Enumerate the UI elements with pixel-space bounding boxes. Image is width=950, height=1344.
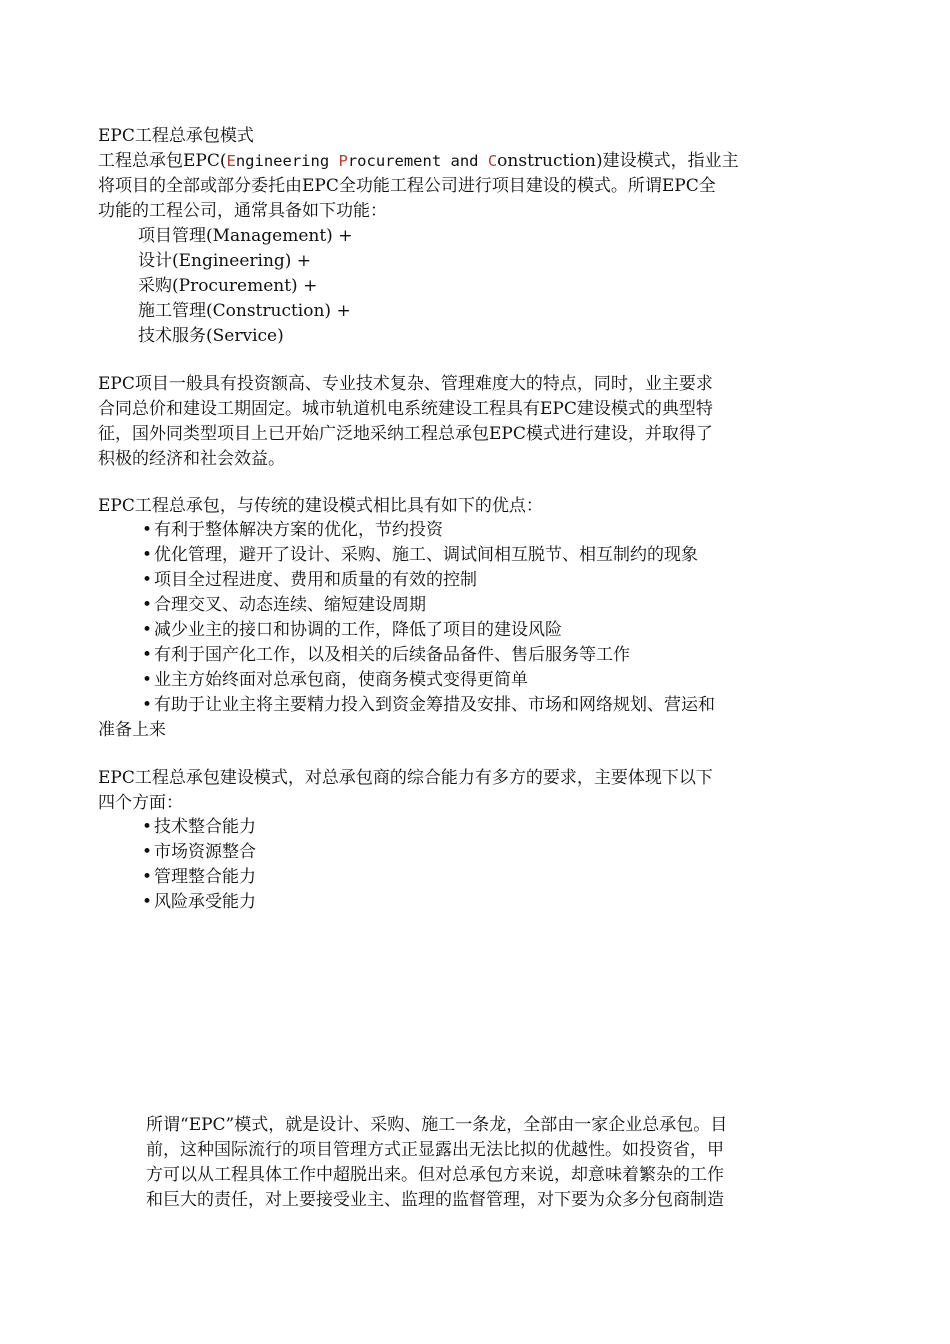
- requirement-item: [142, 890, 256, 915]
- requirement-item: [142, 815, 256, 840]
- advantage-text: 合理交叉、动态连续、缩短建设周期: [154, 595, 426, 615]
- advantage-text: 项目全过程进度、费用和质量的有效的控制: [154, 570, 477, 590]
- advantage-wrap-line: 准备上来: [98, 720, 166, 740]
- bullet-icon: •: [142, 595, 153, 615]
- advantage-text: 业主方始终面对总承包商，使商务模式变得更简单: [154, 670, 528, 690]
- para2-line: 征，国外同类型项目上已开始广泛地采纳工程总承包EPC模式进行建设，并取得了: [98, 424, 713, 444]
- bullet-icon: •: [142, 670, 153, 690]
- advantage-item: [142, 518, 443, 543]
- bottom-para-line: 方可以从工程具体工作中超脱出来。但对总承包方来说，却意味着繁杂的工作: [146, 1165, 724, 1185]
- advantage-item: [142, 593, 426, 618]
- function-item: 施工管理(Construction) +: [138, 301, 351, 321]
- intro-letter-e: E: [226, 152, 236, 170]
- requirement-text: 风险承受能力: [154, 892, 256, 912]
- intro-letter-c: C: [487, 152, 498, 170]
- advantage-item: [142, 618, 562, 643]
- function-item: 设计(Engineering) +: [138, 251, 312, 271]
- requirements-intro-line: EPC工程总承包建设模式，对总承包商的综合能力有多方的要求，主要体现下以下: [98, 768, 713, 788]
- advantage-text: 有助于让业主将主要精力投入到资金筹措及安排、市场和网络规划、营运和: [154, 695, 715, 715]
- intro-letter-p: P: [338, 152, 348, 170]
- function-item: 项目管理(Management) +: [138, 226, 353, 246]
- bullet-icon: •: [142, 520, 153, 540]
- bullet-icon: •: [142, 620, 153, 640]
- advantage-item: [142, 668, 528, 693]
- intro-text: rocurement and: [347, 152, 488, 170]
- requirement-text: 管理整合能力: [154, 867, 256, 887]
- intro-line-3: 功能的工程公司，通常具备如下功能：: [98, 201, 387, 221]
- requirement-item: [142, 840, 256, 865]
- bullet-icon: •: [142, 545, 153, 565]
- advantages-intro: EPC工程总承包，与传统的建设模式相比具有如下的优点：: [98, 496, 543, 516]
- bottom-para-line: 所谓“EPC”模式，就是设计、采购、施工一条龙，全部由一家企业总承包。目: [146, 1115, 728, 1135]
- bullet-icon: •: [142, 867, 153, 887]
- advantage-item: [142, 693, 715, 718]
- para2-line: 合同总价和建设工期固定。城市轨道机电系统建设工程具有EPC建设模式的典型特: [98, 399, 713, 419]
- para2-line: 积极的经济和社会效益。: [98, 449, 285, 469]
- intro-text: 工程总承包EPC(: [98, 151, 227, 171]
- advantage-text: 减少业主的接口和协调的工作，降低了项目的建设风险: [154, 620, 562, 640]
- function-item: 技术服务(Service): [138, 326, 284, 346]
- bullet-icon: •: [142, 645, 153, 665]
- advantage-item: [142, 643, 630, 668]
- intro-line-1: [98, 149, 739, 174]
- advantage-item: [142, 543, 698, 568]
- doc-title: EPC工程总承包模式: [98, 126, 254, 146]
- bottom-para-line: 前，这种国际流行的项目管理方式正显露出无法比拟的优越性。如投资省，甲: [146, 1140, 724, 1160]
- bullet-icon: •: [142, 695, 153, 715]
- advantage-text: 有利于国产化工作，以及相关的后续备品备件、售后服务等工作: [154, 645, 630, 665]
- intro-text: ngineering: [235, 152, 339, 170]
- bullet-icon: •: [142, 842, 153, 862]
- intro-line-2: 将项目的全部或部分委托由EPC全功能工程公司进行项目建设的模式。所谓EPC全: [98, 176, 716, 196]
- advantage-text: 优化管理，避开了设计、采购、施工、调试间相互脱节、相互制约的现象: [154, 545, 698, 565]
- requirement-text: 市场资源整合: [154, 842, 256, 862]
- advantage-text: 有利于整体解决方案的优化，节约投资: [154, 520, 443, 540]
- intro-text: onstruction)建设模式，指业主: [497, 151, 739, 171]
- advantage-item: [142, 568, 477, 593]
- requirement-text: 技术整合能力: [154, 817, 256, 837]
- bullet-icon: •: [142, 892, 153, 912]
- requirements-intro-line: 四个方面：: [98, 793, 183, 813]
- requirement-item: [142, 865, 256, 890]
- function-item: 采购(Procurement) +: [138, 276, 318, 296]
- bottom-para-line: 和巨大的责任，对上要接受业主、监理的监督管理，对下要为众多分包商制造: [146, 1190, 724, 1210]
- bullet-icon: •: [142, 817, 153, 837]
- para2-line: EPC项目一般具有投资额高、专业技术复杂、管理难度大的特点，同时，业主要求: [98, 374, 713, 394]
- bullet-icon: •: [142, 570, 153, 590]
